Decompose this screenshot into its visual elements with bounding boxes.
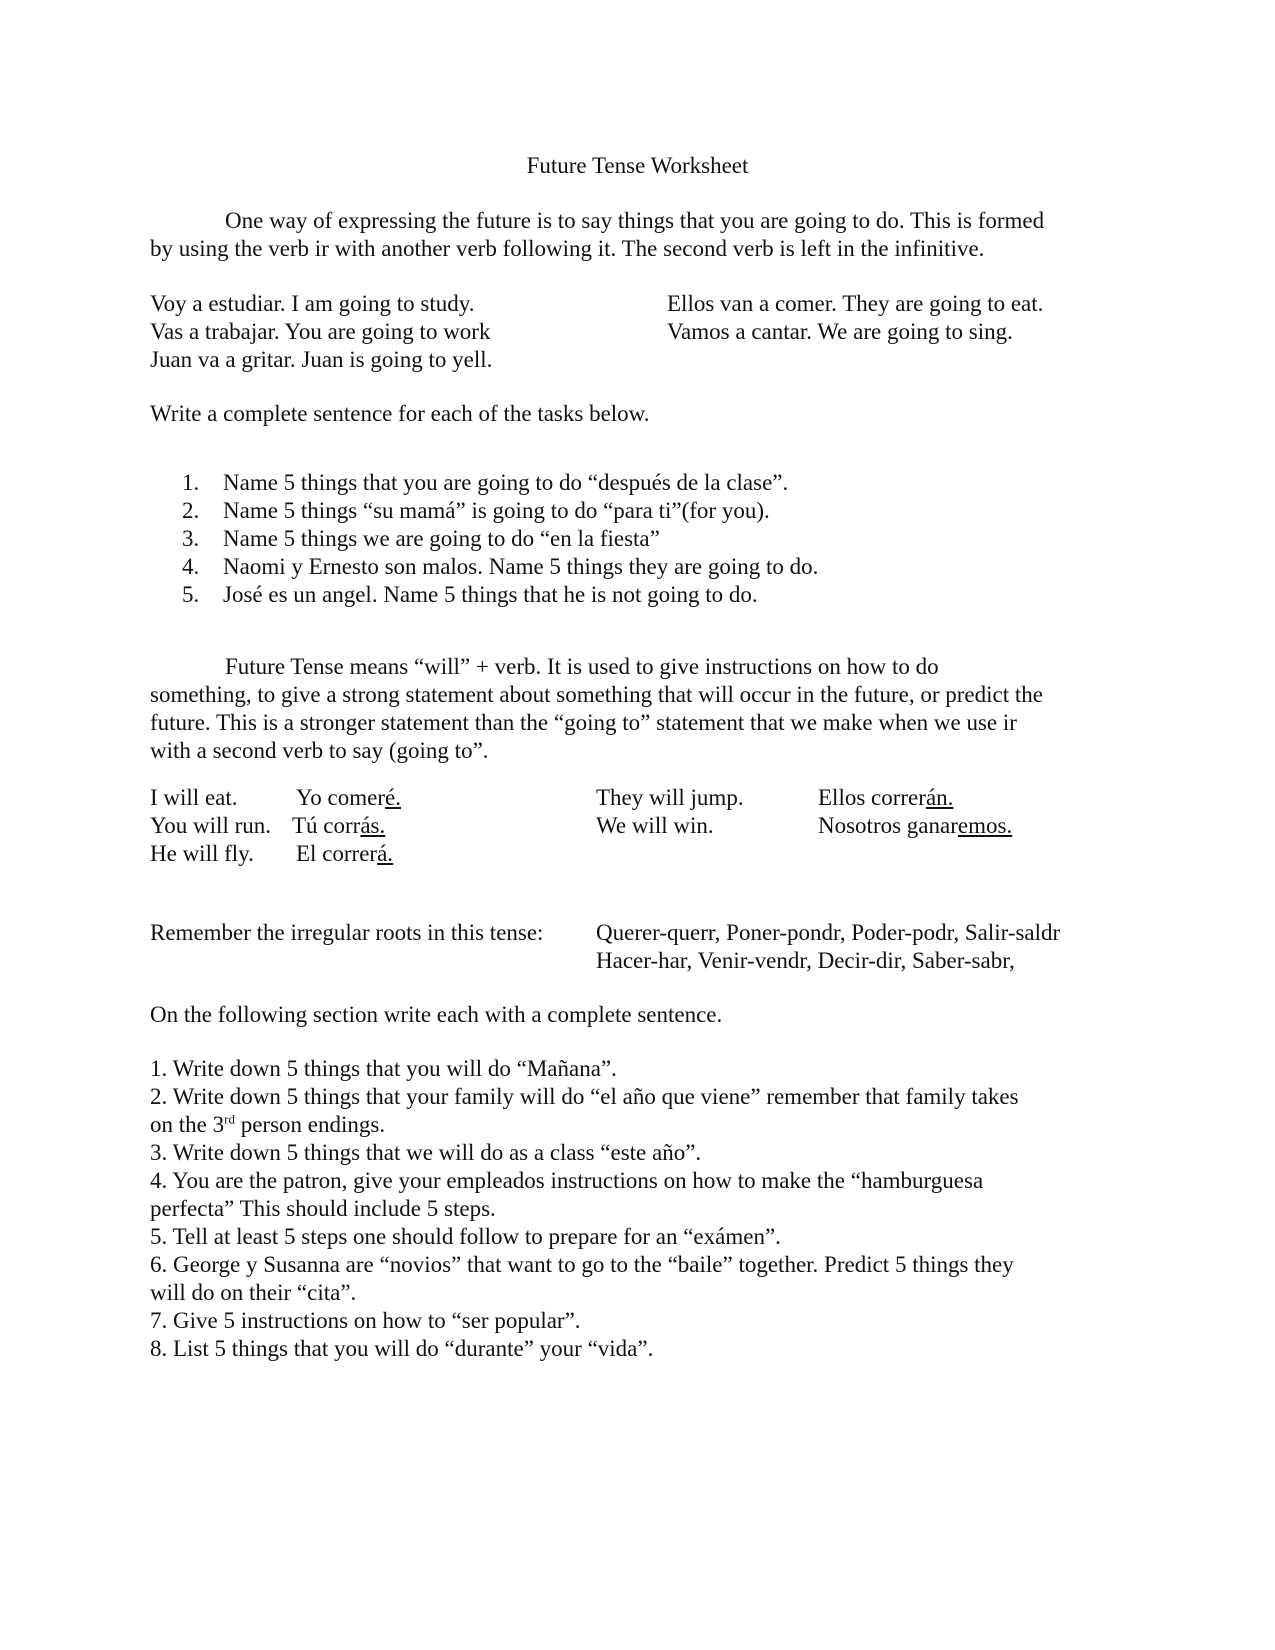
intro-line-1: One way of expressing the future is to say things that you are going to do. This is formed [225, 208, 1045, 233]
future-tense-paragraph [150, 653, 1130, 765]
future-line-4: with a second verb to say (going to”. [150, 738, 489, 763]
list-item: 1. Name 5 things that you are going to do “después de la clase”. [182, 470, 789, 495]
example-line: Ellos van a comer. They are going to eat. [667, 291, 1044, 316]
conjugation-col-english-2: They will jump. We will win. [596, 785, 744, 838]
task-list-1 [182, 469, 818, 609]
conjugation-col-english-1: I will eat. You will run. He will fly. [150, 785, 271, 866]
list-item: 7. Give 5 instructions on how to “ser popular”. [150, 1308, 581, 1333]
example-line: Vamos a cantar. We are going to sing. [667, 319, 1013, 344]
task-list-2 [150, 1055, 1150, 1363]
list-item: 4. Naomi y Ernesto son malos. Name 5 things they are going to do. [182, 554, 819, 579]
list-item: 2. Write down 5 things that your family will do “el año que viene” remember that family takes [150, 1084, 1019, 1109]
list-item: 2. Name 5 things “su mamá” is going to do “para ti”(for you). [182, 498, 770, 523]
future-line-1: Future Tense means “will” + verb. It is used to give instructions on how to do [225, 654, 939, 679]
list-item: will do on their “cita”. [150, 1280, 357, 1305]
intro-line-2: by using the verb ir with another verb following it. The second verb is left in the infinitive. [150, 236, 985, 261]
going-to-examples-right [667, 290, 1043, 346]
list-item: 3. Write down 5 things that we will do as a class “este año”. [150, 1140, 702, 1165]
conjugation-col-spanish-1: Yo comeré. Tú corrás. El correrá. [292, 785, 401, 866]
example-line: Voy a estudiar. I am going to study. [150, 291, 475, 316]
going-to-examples-left [150, 290, 492, 374]
list-item: on the 3rd person endings. [150, 1111, 386, 1137]
list-item: 3. Name 5 things we are going to do “en la fiesta” [182, 526, 660, 551]
conjugation-col-spanish-2: Ellos correrán. Nosotros ganaremos. [818, 785, 1013, 838]
list-item: 8. List 5 things that you will do “durante” your “vida”. [150, 1336, 654, 1361]
irregular-label: Remember the irregular roots in this tense: [150, 920, 544, 945]
list-item: 5. José es un angel. Name 5 things that he is not going to do. [182, 582, 758, 607]
intro-paragraph [150, 207, 1130, 263]
list-item: perfecta” This should include 5 steps. [150, 1196, 496, 1221]
example-line: Vas a trabajar. You are going to work [150, 319, 491, 344]
future-line-2: something, to give a strong statement about something that will occur in the future, or predict the [150, 682, 1043, 707]
instruction-1: Write a complete sentence for each of the tasks below. [150, 401, 650, 426]
list-item: 6. George y Susanna are “novios” that want to go to the “baile” together. Predict 5 things they [150, 1252, 1014, 1277]
example-line: Juan va a gritar. Juan is going to yell. [150, 347, 493, 372]
irregular-roots: Querer-querr, Poner-pondr, Poder-podr, Salir-saldr Hacer-har, Venir-vendr, Decir-dir, Saber-sabr, [596, 920, 1061, 973]
list-item: 4. You are the patron, give your empleados instructions on how to make the “hamburguesa [150, 1168, 984, 1193]
future-line-3: future. This is a stronger statement than the “going to” statement that we make when we use ir [150, 710, 1017, 735]
list-item: 5. Tell at least 5 steps one should follow to prepare for an “exámen”. [150, 1224, 781, 1249]
list-item: 1. Write down 5 things that you will do “Mañana”. [150, 1056, 617, 1081]
instruction-2: On the following section write each with a complete sentence. [150, 1002, 723, 1027]
page-title: Future Tense Worksheet [526, 153, 749, 178]
